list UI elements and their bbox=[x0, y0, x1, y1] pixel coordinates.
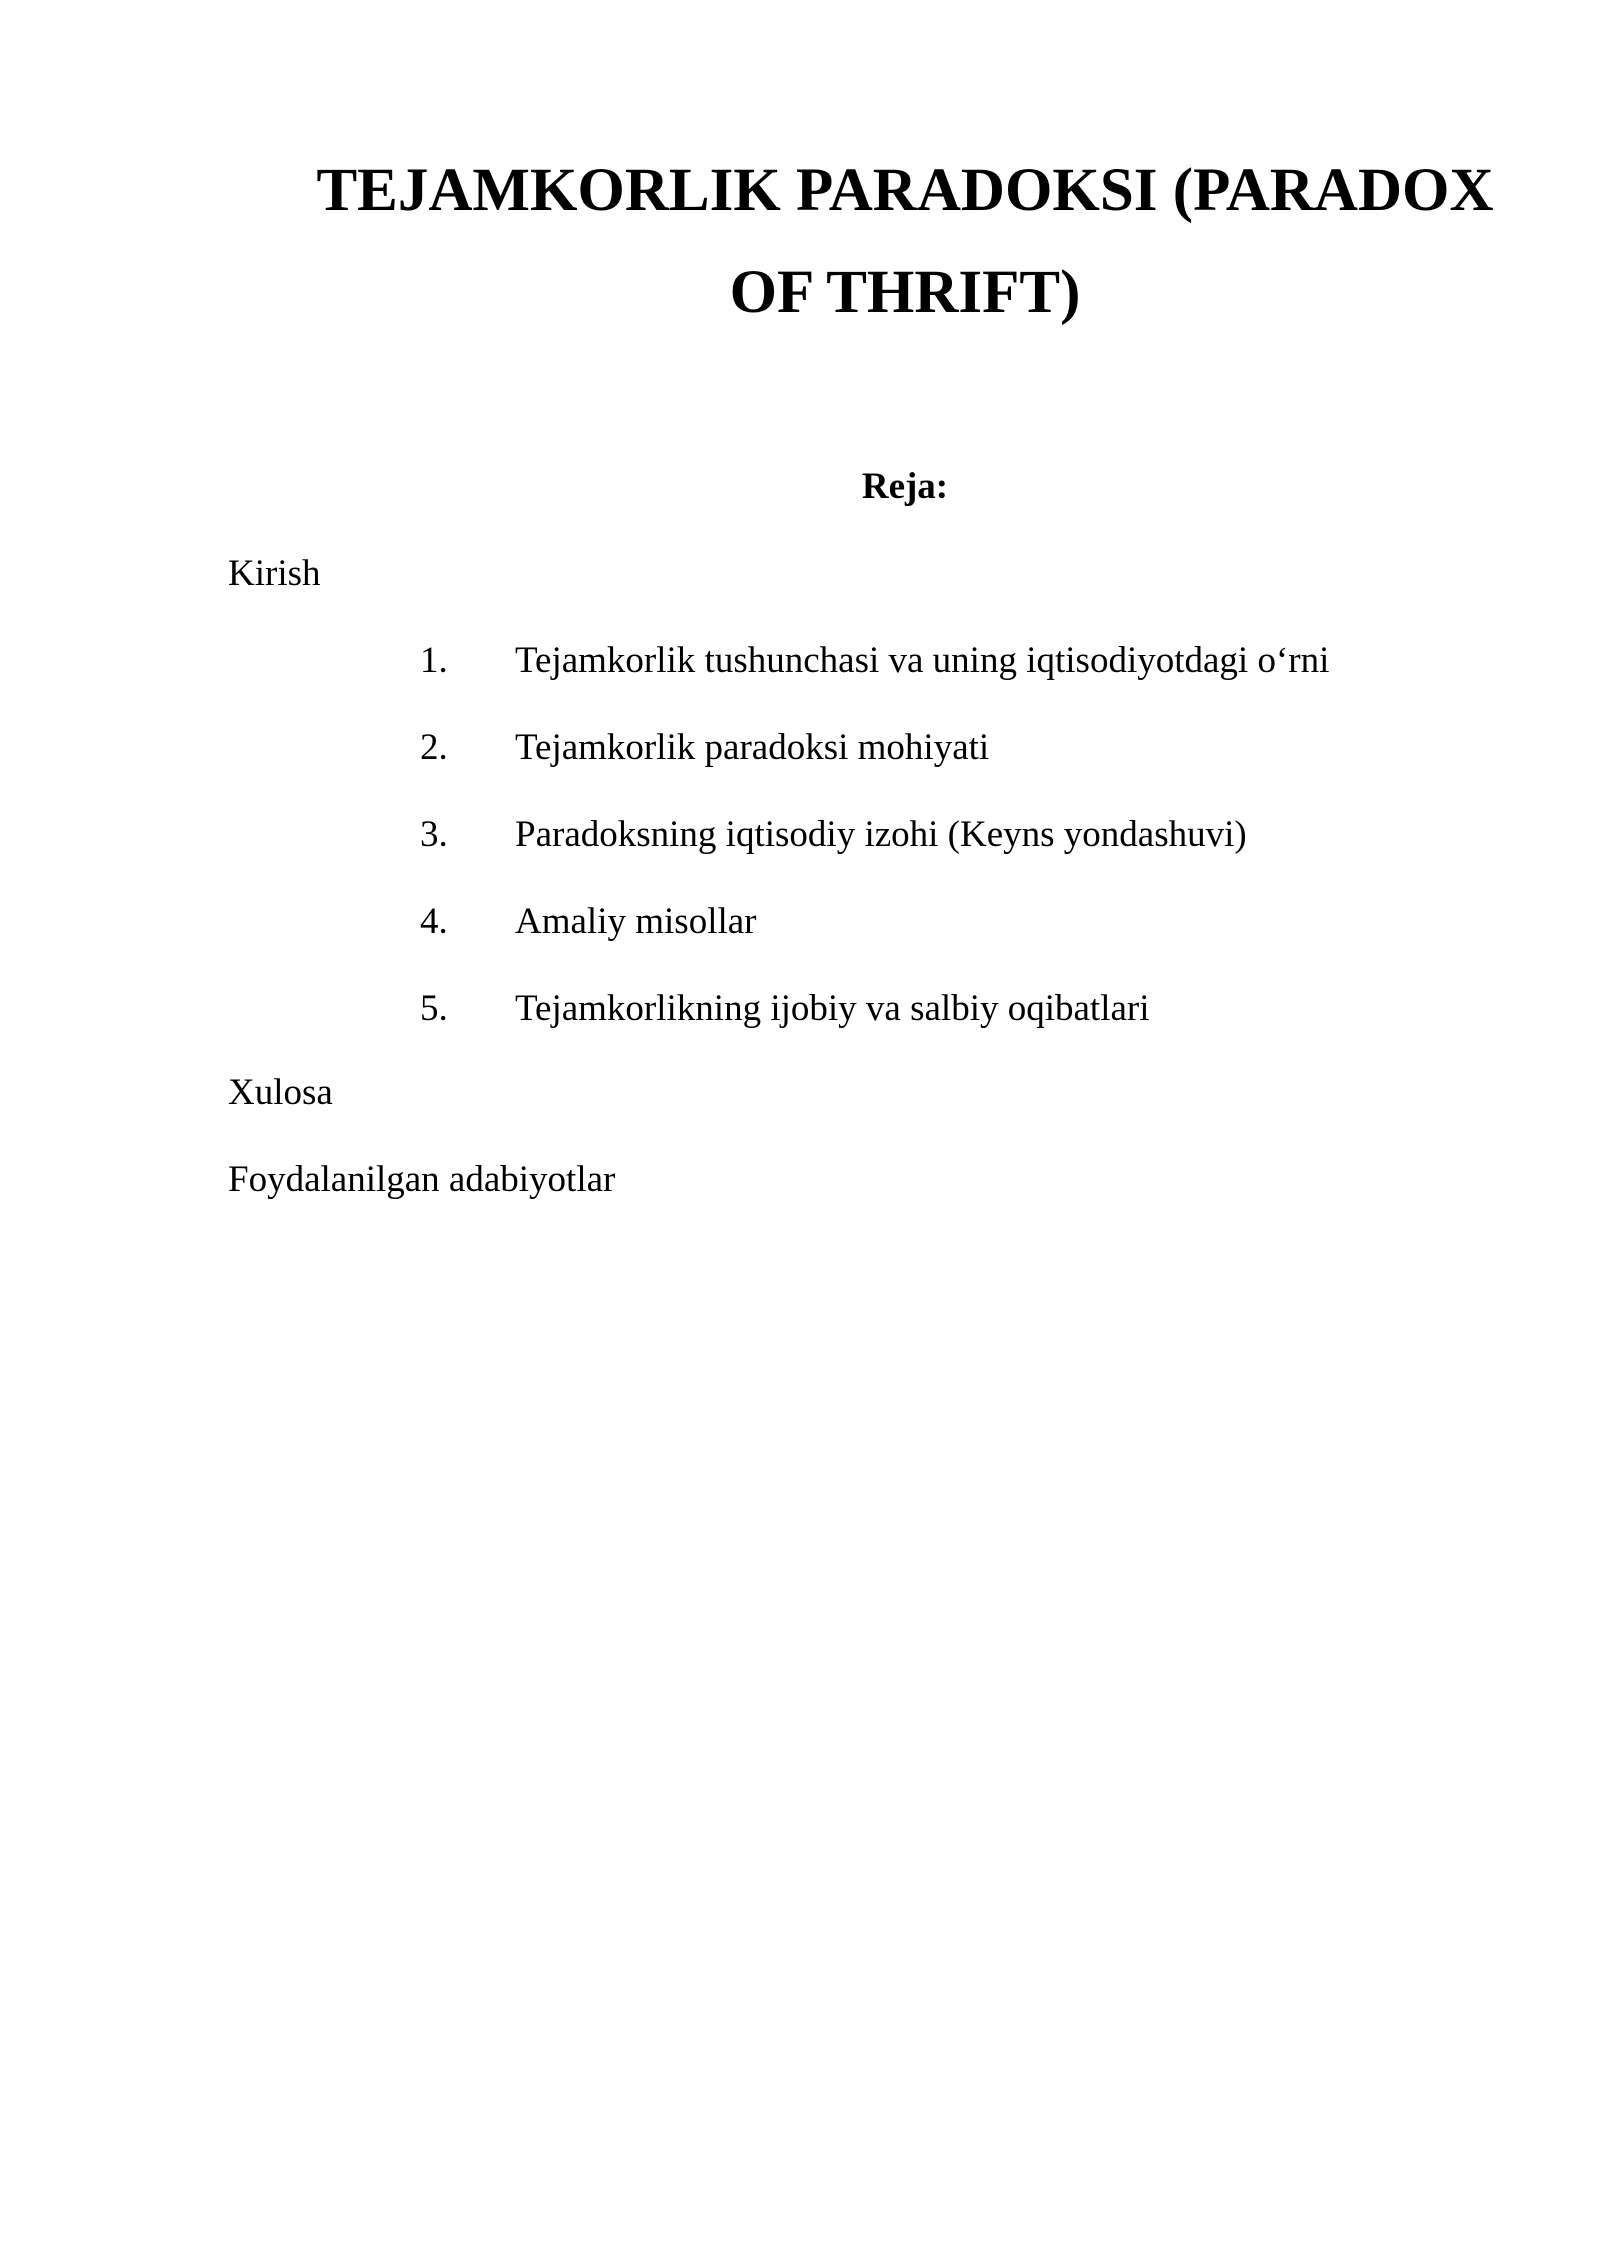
title-line-1: TEJAMKORLIK PARADOKSI (PARADOX bbox=[316, 157, 1494, 224]
plan-list bbox=[420, 636, 1329, 1071]
document-title bbox=[300, 140, 1510, 344]
plan-item-number: 3. bbox=[420, 814, 448, 855]
plan-item bbox=[420, 636, 1329, 723]
plan-item bbox=[420, 723, 1329, 810]
title-line-2: OF THRIFT) bbox=[729, 259, 1081, 326]
plan-item-text: Tejamkorlik paradoksi mohiyati bbox=[515, 727, 990, 768]
plan-item-number: 4. bbox=[420, 901, 448, 942]
plan-item bbox=[420, 897, 1329, 984]
plan-item-number: 5. bbox=[420, 988, 448, 1029]
conclusion-entry: Xulosa bbox=[228, 1072, 333, 1113]
plan-item-text: Tejamkorlikning ijobiy va salbiy oqibatlari bbox=[515, 988, 1150, 1029]
plan-item-number: 1. bbox=[420, 640, 448, 681]
intro-entry: Kirish bbox=[228, 553, 321, 594]
plan-item bbox=[420, 984, 1329, 1071]
plan-heading: Reja: bbox=[861, 466, 949, 507]
plan-item-number: 2. bbox=[420, 727, 448, 768]
plan-item-text: Amaliy misollar bbox=[515, 901, 757, 942]
references-entry: Foydalanilgan adabiyotlar bbox=[228, 1159, 616, 1200]
plan-item-text: Paradoksning iqtisodiy izohi (Keyns yondashuvi) bbox=[515, 814, 1247, 855]
plan-item-text: Tejamkorlik tushunchasi va uning iqtisodiyotdagi o‘rni bbox=[515, 640, 1330, 681]
plan-item bbox=[420, 810, 1329, 897]
